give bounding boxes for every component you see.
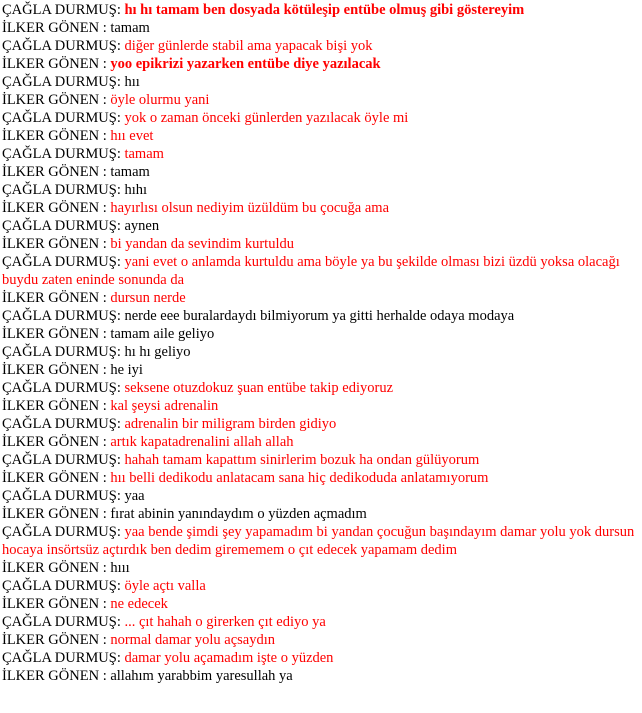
message-text: adrenalin bir miligram birden gidiyo [124,416,337,432]
speaker-separator: : [116,344,125,360]
speaker-separator: : [116,380,125,396]
message-text: hıı [124,74,140,90]
transcript-line [2,289,642,307]
speaker-name: ÇAĞLA DURMUŞ [2,2,117,18]
message-text: hahah tamam kapattım sinirlerim bozuk ha ondan gülüyorum [124,452,480,468]
speaker-name: İLKER GÖNEN [2,200,103,216]
transcript-line [2,649,642,667]
speaker-separator: : [116,650,125,666]
transcript-line [2,19,642,37]
transcript-line [2,613,642,631]
transcript-line [2,433,642,451]
message-text: öyle olurmu yani [110,92,210,108]
speaker-name: İLKER GÖNEN [2,560,103,576]
speaker-name: İLKER GÖNEN [2,470,103,486]
transcript-line [2,199,642,217]
message-text: hııı [110,560,130,576]
speaker-name: İLKER GÖNEN [2,128,103,144]
speaker-name: İLKER GÖNEN [2,434,103,450]
speaker-separator: : [102,20,111,36]
speaker-separator: : [102,200,111,216]
transcript-line [2,325,642,343]
speaker-separator: : [116,2,125,18]
speaker-name: ÇAĞLA DURMUŞ [2,488,117,504]
transcript-line [2,253,642,289]
message-text: yoo epikrizi yazarken entübe diye yazılacak [110,56,381,72]
speaker-separator: : [102,668,111,684]
speaker-separator: : [116,488,125,504]
speaker-name: ÇAĞLA DURMUŞ [2,146,117,162]
speaker-name: ÇAĞLA DURMUŞ [2,416,117,432]
speaker-name: İLKER GÖNEN [2,668,103,684]
message-text: hayırlısı olsun nediyim üzüldüm bu çocuğa ama [110,200,390,216]
speaker-name: ÇAĞLA DURMUŞ [2,110,117,126]
speaker-separator: : [116,74,125,90]
speaker-separator: : [102,434,111,450]
transcript-line [2,631,642,649]
transcript-line [2,379,642,397]
message-text: seksene otuzdokuz şuan entübe takip ediyoruz [124,380,394,396]
message-text: yaa [124,488,145,504]
message-text: normal damar yolu açsaydın [110,632,276,648]
message-text: hıı evet [110,128,154,144]
speaker-separator: : [102,398,111,414]
message-text: tamam [110,20,150,36]
speaker-separator: : [116,416,125,432]
transcript-line [2,415,642,433]
transcript-line [2,595,642,613]
speaker-separator: : [102,506,111,522]
message-text: yani evet o anlamda kurtuldu ama böyle ya bu şekilde olması bizi üzdü yoksa olacağı buydu zaten eninde sonunda da [2,254,620,288]
speaker-separator: : [116,452,125,468]
speaker-name: ÇAĞLA DURMUŞ [2,380,117,396]
message-text: kal şeysi adrenalin [110,398,219,414]
speaker-separator: : [116,254,125,270]
speaker-separator: : [102,326,111,342]
message-text: damar yolu açamadım işte o yüzden [124,650,334,666]
message-text: yok o zaman önceki günlerden yazılacak öyle mi [124,110,409,126]
speaker-separator: : [102,560,111,576]
transcript-line [2,37,642,55]
speaker-separator: : [102,92,111,108]
speaker-name: İLKER GÖNEN [2,596,103,612]
speaker-separator: : [102,164,111,180]
speaker-name: İLKER GÖNEN [2,398,103,414]
transcript-line [2,163,642,181]
speaker-separator: : [102,236,111,252]
speaker-separator: : [116,38,125,54]
speaker-name: İLKER GÖNEN [2,632,103,648]
transcript-line [2,577,642,595]
speaker-separator: : [116,614,125,630]
message-text: bi yandan da sevindim kurtuldu [110,236,294,252]
speaker-separator: : [102,128,111,144]
transcript-line [2,181,642,199]
message-text: tamam [124,146,164,162]
speaker-name: ÇAĞLA DURMUŞ [2,218,117,234]
transcript-line [2,361,642,379]
speaker-name: İLKER GÖNEN [2,20,103,36]
message-text: tamam aile geliyo [110,326,215,342]
message-text: artık kapatadrenalini allah allah [110,434,294,450]
message-text: diğer günlerde stabil ama yapacak bişi yok [124,38,373,54]
transcript-line [2,307,642,325]
speaker-separator: : [116,182,125,198]
speaker-name: ÇAĞLA DURMUŞ [2,578,117,594]
message-text: hı hı geliyo [124,344,191,360]
transcript-line [2,559,642,577]
message-text: nerde eee buralardaydı bilmiyorum ya gitti herhalde odaya modaya [124,308,515,324]
transcript-line [2,451,642,469]
speaker-separator: : [116,308,125,324]
speaker-separator: : [116,146,125,162]
transcript-line [2,127,642,145]
speaker-name: İLKER GÖNEN [2,326,103,342]
speaker-name: ÇAĞLA DURMUŞ [2,182,117,198]
transcript-line [2,469,642,487]
speaker-separator: : [116,110,125,126]
message-text: fırat abinin yanındaydım o yüzden açmadım [110,506,367,522]
message-text: ne edecek [110,596,168,612]
message-text: hı hı tamam ben dosyada kötüleşip entübe olmuş gibi göstereyim [124,2,525,18]
speaker-name: ÇAĞLA DURMUŞ [2,650,117,666]
transcript-line [2,145,642,163]
message-text: allahım yarabbim yaresullah ya [110,668,293,684]
speaker-separator: : [102,56,111,72]
transcript-line [2,667,642,685]
speaker-name: ÇAĞLA DURMUŞ [2,254,117,270]
transcript-line [2,487,642,505]
transcript-line [2,235,642,253]
speaker-name: İLKER GÖNEN [2,164,103,180]
speaker-name: İLKER GÖNEN [2,506,103,522]
transcript-line [2,343,642,361]
speaker-name: İLKER GÖNEN [2,290,103,306]
transcript-line [2,523,642,559]
speaker-name: İLKER GÖNEN [2,92,103,108]
transcript-line [2,1,642,19]
speaker-name: İLKER GÖNEN [2,56,103,72]
transcript-line [2,55,642,73]
speaker-separator: : [116,218,125,234]
speaker-separator: : [102,632,111,648]
speaker-name: İLKER GÖNEN [2,362,103,378]
transcript-line [2,505,642,523]
message-text: aynen [124,218,160,234]
message-text: ... çıt hahah o girerken çıt ediyo ya [124,614,326,630]
speaker-name: İLKER GÖNEN [2,236,103,252]
message-text: he iyi [110,362,143,378]
transcript-line [2,217,642,235]
speaker-separator: : [102,470,111,486]
message-text: yaa bende şimdi şey yapamadım bi yandan çocuğun başındayım damar yolu yok dursun hocaya insörtsüz açtırdık ben dedim girememem o çıt edecek yapamam dedim [2,524,635,558]
speaker-separator: : [102,290,111,306]
transcript-line [2,91,642,109]
message-text: hıhı [124,182,148,198]
speaker-name: ÇAĞLA DURMUŞ [2,452,117,468]
message-text: tamam [110,164,150,180]
speaker-name: ÇAĞLA DURMUŞ [2,38,117,54]
speaker-name: ÇAĞLA DURMUŞ [2,344,117,360]
message-text: hıı belli dedikodu anlatacam sana hiç dedikoduda anlatamıyorum [110,470,489,486]
speaker-name: ÇAĞLA DURMUŞ [2,524,117,540]
speaker-separator: : [102,362,111,378]
message-text: dursun nerde [110,290,186,306]
speaker-separator: : [116,578,125,594]
speaker-name: ÇAĞLA DURMUŞ [2,74,117,90]
speaker-name: ÇAĞLA DURMUŞ [2,308,117,324]
speaker-separator: : [116,524,125,540]
speaker-name: ÇAĞLA DURMUŞ [2,614,117,630]
message-text: öyle açtı valla [124,578,206,594]
transcript-line [2,109,642,127]
speaker-separator: : [102,596,111,612]
transcript-line [2,397,642,415]
transcript-line [2,73,642,91]
